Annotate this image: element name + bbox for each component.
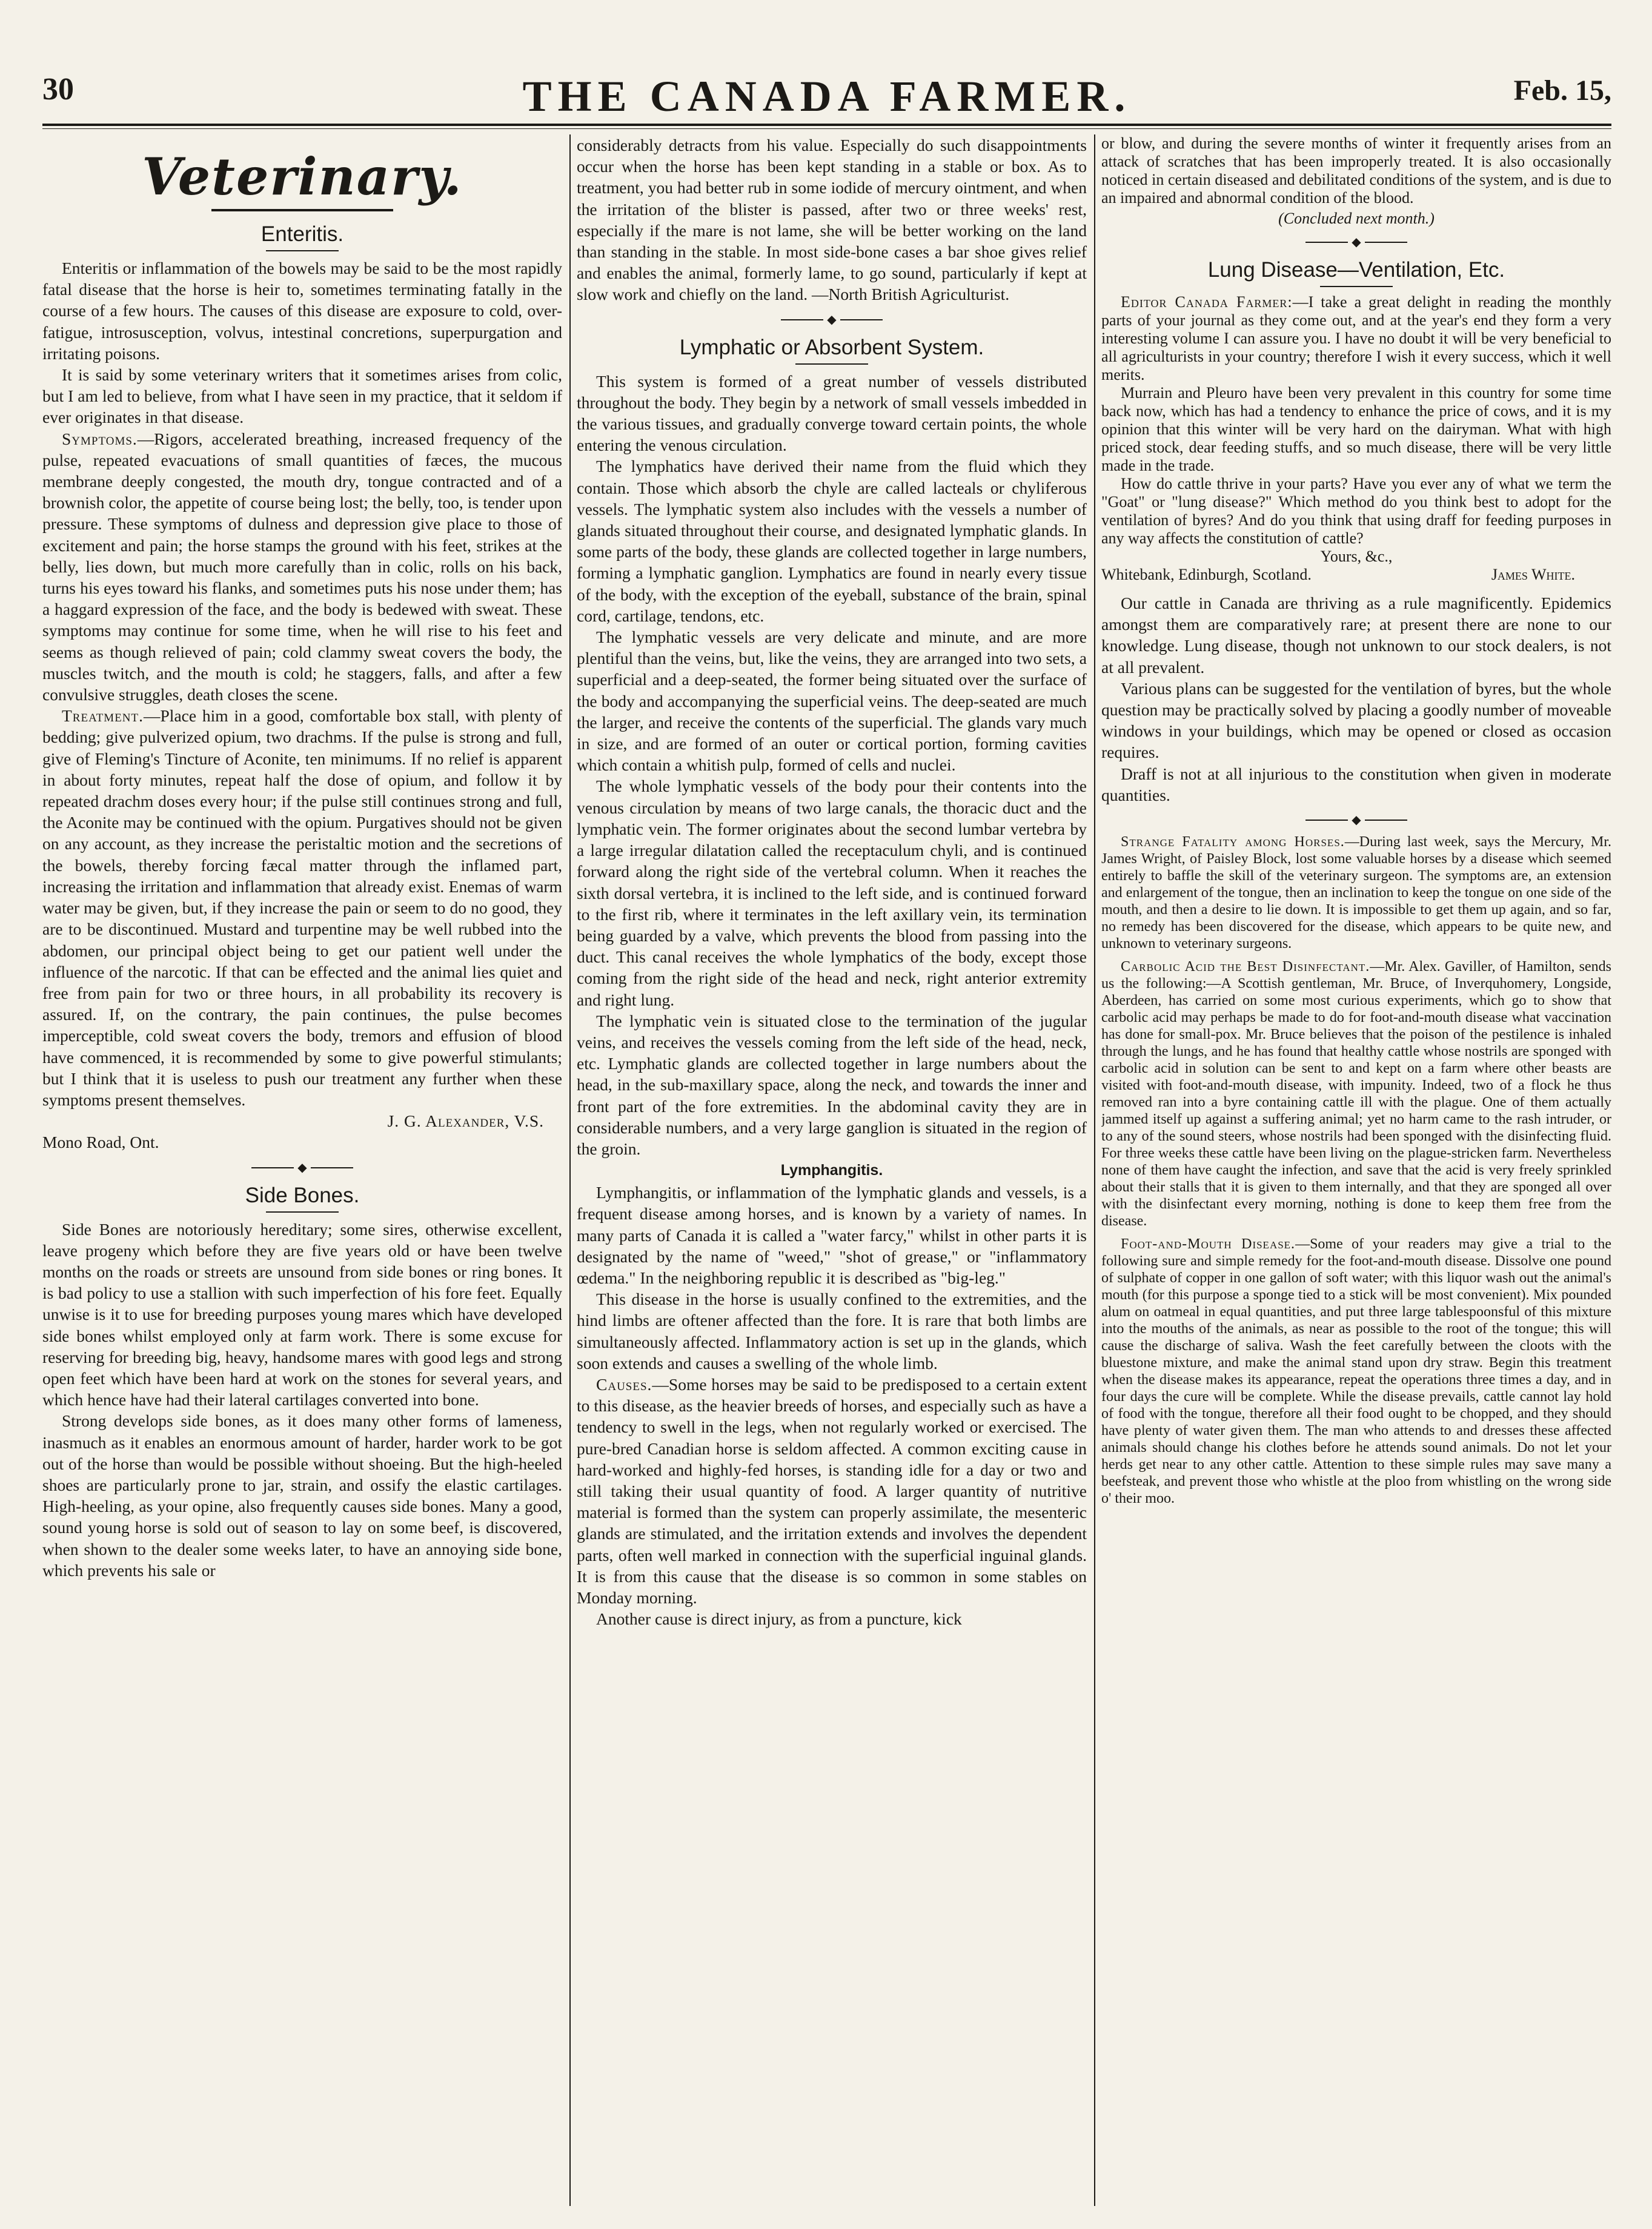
signature-name: J. G. Alexander, V.S.: [387, 1111, 544, 1131]
section-separator: ◆: [1101, 236, 1611, 248]
letter-paragraph: How do cattle thrive in your parts? Have you ever any of what we term the "Goat" or "lung disease?" Which method do you think best to adopt for the ventilation of byres? And do you think that using draff for feeding purposes in any way affects the constitution of cattle?: [1101, 475, 1611, 547]
run-in-heading: Symptoms.: [62, 429, 138, 448]
title-rule: [266, 250, 339, 251]
article-paragraph: The lymphatics have derived their name from the fluid which they contain. Those which absorb the chyle are called lacteals or chyliferous vessels. The lymphatic system also includes with the vessels a number of glands situated throughout their course, and designated lymphatic glands. In some parts of the body, these glands are collected together in large numbers, forming a lymphatic ganglion. Lymphatics are found in nearly every tissue of the body, with the exception of the eyeball, substance of the brain, spinal cord, cartilage, tendons, etc.: [577, 457, 1087, 625]
masthead-rule-thin: [42, 128, 1611, 129]
newspaper-title: THE CANADA FARMER.: [522, 72, 1132, 121]
section-separator: ◆: [42, 1162, 562, 1174]
article-location: Mono Road, Ont.: [42, 1133, 159, 1152]
masthead: [42, 71, 1611, 121]
article-paragraph: The lymphatic vessels are very delicate and minute, and are more plentiful than the veins, but, like the veins, they are arranged into two sets, a superficial and a deep-seated, the former being situated over the surface of the body and accompanying the superficial veins. The deep-seated are much the larger, and receive the contents of the superficial. The glands vary much in size, and are formed of an outer or cortical portion, forming cavities which contain a whitish pulp, formed of cells and nuclei.: [577, 628, 1087, 775]
masthead-rule: [42, 124, 1611, 126]
paragraph-text: —Some horses may be said to be predisposed to a certain extent to this disease, as the heavier breeds of horses, and especially such as have a tendency to swell in the legs, when not regularly worked or exercised. The pure-bred Canadian horse is seldom affected. A common exciting cause in hard-worked and highly-fed horses, is standing idle for a day or two and still taking their usual quantity of food. A larger quantity of nutritive material is formed than the system can properly assimilate, the mesenteric glands are stimulated, and the irritation extends and involves the dependent parts, often well marked in connection with the superficial inguinal glands. It is from this cause that the disease is so common in some stables on Monday morning.: [577, 1374, 1087, 1607]
column-2: [577, 134, 1087, 2206]
news-item: [1101, 1236, 1611, 1507]
article-continuation: or blow, and during the severe months of winter it frequently arises from an attack of scratches that has been improperly treated. It is also occasionally noticed in certain diseased and debilitated conditions of the system, and is due to an impaired and abnormal condition of the blood.: [1101, 134, 1611, 207]
article-paragraph: Lymphangitis, or inflammation of the lymphatic glands and vessels, is a frequent disease among horses, and is known by a variety of names. In many parts of Canada it is called a "water farcy," whilst in other parts it is designated by the name of "weed," "shot of grease," or "inflammatory œdema." In the neighboring republic it is described as "big-leg.": [577, 1183, 1087, 1287]
article-paragraph: This disease in the horse is usually confined to the extremities, and the hind limbs are oftener affected than the fore. It is rare that both limbs are simultaneously affected. Inflammatory action is set up in the glands, which soon extends and causes a swelling of the whole limb.: [577, 1290, 1087, 1373]
run-in-heading: Strange Fatality among Horses.: [1121, 834, 1345, 850]
article-paragraph: This system is formed of a great number of vessels distributed throughout the body. They begin by a network of small vessels imbedded in the various tissues, and gradually converge toward certain points, the whole entering the venous circulation.: [577, 371, 1087, 455]
article-paragraph: Side Bones are notoriously hereditary; some sires, otherwise excellent, leave progeny which before they are five years old or have been twelve months on the roads or streets are unsound from side bones or ring bones. It is bad policy to use a stallion with such imperfection of his fore feet. Equally unwise is it to use for breeding purposes young mares which have developed side bones whilst employed only at farm work. There is some excuse for reserving for breeding big, heavy, handsome mares with good legs and strong open feet which have been hard at work on the stones for several years, and which hence have had their lateral cartilages converted into bone.: [42, 1219, 562, 1409]
article-paragraph: Strong develops side bones, as it does many other forms of lameness, inasmuch as it enables an enormous amount of harder, harder work to be got out of the horse than would be possible without shoeing. But the high-heeled shoes are particularly prone to jar, strain, and ossify the elastic cartilages. High-heeling, as your opine, also frequently causes side bones. Many a good, sound young horse is sold out of season to lay on some beef, is discovered, when shown to the dealer some weeks later, to have an annoying side bone, which prevents his sale or: [42, 1411, 562, 1580]
article-paragraph: [42, 428, 562, 706]
article-paragraph: [577, 1374, 1087, 1608]
run-in-heading: Carbolic Acid the Best Disinfectant.: [1121, 959, 1370, 975]
reply-paragraph: Draff is not at all injurious to the constitution when given in moderate quantities.: [1101, 764, 1611, 804]
paragraph-text: —During last week, says the Mercury, Mr. James Wright, of Paisley Block, lost some valuable horses by a disease which seemed entirely to baffle the skill of the veterinary surgeon. The symptoms are, an extension and enlargement of the tongue, then an inclination to keep the tongue on one side of the mouth, and then a desire to lie down. It is impossible to get them up again, and so far, no remedy has been discovered for the disease, which appears to be quite new, and unknown to veterinary surgeons.: [1101, 834, 1611, 952]
news-item: [1101, 833, 1611, 952]
title-rule: [266, 1211, 339, 1213]
letter-paragraph: [1101, 293, 1611, 384]
paragraph-text: —Rigors, accelerated breathing, increased frequency of the pulse, repeated evacuations of small quantities of fæces, the mucous membrane deeply congested, the mouth dry, tongue contracted and of a brownish color, the appetite of course being lost; the belly, too, is tender upon pressure. These symptoms of dulness and depression give place to those of excitement and pain; the horse stamps the ground with his feet, strikes at the belly, lies down, but much more carefully than in colic, rolls on his back, turns his eyes toward his flanks, and sometimes puts his nose under them; has a haggard expression of the face, and the body is bedewed with sweat. These symptoms may continue for some time, when he will rise to his feet and seems as though relieved of pain; cold clammy sweat covers the body, the muscles twitch, and the mouth is cold; he staggers, falls, and after a few convulsive struggles, death closes the scene.: [42, 429, 562, 704]
column-divider: [1094, 134, 1095, 2206]
reply-paragraph: Various plans can be suggested for the ventilation of byres, but the whole question may be practically solved by placing a goodly number of moveable windows in your buildings, which may be opened or closed as occasion requires.: [1101, 678, 1611, 762]
run-in-heading: Foot-and-Mouth Disease.: [1121, 1236, 1296, 1253]
title-rule: [1320, 286, 1393, 287]
page-number: 30: [42, 72, 74, 107]
column-3: [1101, 134, 1611, 2206]
section-separator: ◆: [577, 314, 1087, 326]
issue-date: Feb. 15,: [1513, 75, 1611, 107]
article-title-lung-disease: Lung Disease—Ventilation, Etc.: [1207, 258, 1505, 282]
reply-paragraph: Our cattle in Canada are thriving as a rule magnificently. Epidemics amongst them are comparatively rare; at present there are none to our knowledge. Lung disease, though not unknown to our stock dealers, is not at all prevalent.: [1101, 594, 1611, 677]
article-paragraph: Enteritis or inflammation of the bowels may be said to be the most rapidly fatal disease that the horse is heir to, sometimes terminating fatally in the course of a few hours. The causes of this disease are exposure to cold, over-fatigue, introsusception, volvus, intestinal concretions, superpurgation and irritating poisons.: [42, 259, 562, 363]
run-in-heading: Causes.: [596, 1374, 652, 1394]
run-in-heading: Treatment.: [62, 706, 144, 726]
article-title-side-bones: Side Bones.: [245, 1183, 360, 1207]
paragraph-text: —Some of your readers may give a trial to the following sure and simple remedy for the foot-and-mouth disease. Dissolve one pound of sulphate of copper in one gallon of soft water; with this liquor wash out the animal's mouth (for this purpose a sponge tied to a stick will be most convenient). Mix pounded alum on oatmeal in equal quantities, and put three large tablespoonsful of this mixture into the mouths of the animals, as near as possible to the root of the tongue; this will cause the discharge of saliva. Wash the feet carefully between the cloots with the bluestone mixture, and make the animal stand upon dry straw. Begin this treatment when the disease makes its appearance, repeat the operations three times a day, and in four days the cure will be complete. While the disease prevails, cattle cannot lay hold of food with the tongue, therefore all their food ought to be chopped, and they should have plenty of water given them. The man who attends to and dresses these affected animals should change his clothes before he attends sound animals. Do not let your herds get near to any other cattle. Attention to these simple rules may save many a beefsteak, and prevent those who whistle at the ploo from whistling on the wrong side o' their moo.: [1101, 1236, 1611, 1507]
column-divider: [569, 134, 571, 2206]
article-continuation: considerably detracts from his value. Especially do such disappointments occur when the horse has been kept standing in a stable or box. As to treatment, you had better rub in some iodide of mercury ointment, and when the irritation of the blister is passed, after two or three weeks' rest, especially if the mare is not lame, she will be better working on the land than standing in the stable. In most side-bone cases a bar shoe gives relief and enables the animal, formerly lame, to go sound, particularly if kept at slow work and chiefly on the land. —North British Agriculturist.: [577, 136, 1087, 304]
article-title-enteritis: Enteritis.: [260, 222, 344, 246]
run-in-heading: Editor Canada Farmer:: [1121, 293, 1293, 311]
letter-signer: James White.: [1491, 566, 1575, 583]
department-underline: [211, 209, 393, 211]
paragraph-text: —Place him in a good, comfortable box stall, with plenty of bedding; give pulverized opium, two drachms. If the pulse is strong and full, give of Fleming's Tincture of Aconite, ten minimums. If no relief is apparent in about forty minutes, repeat half the dose of opium, and follow it by repeated drachm doses every hour; if the pulse still continues strong and full, the Aconite may be continued with the opium. Purgatives should not be given on any account, as they increase the peristaltic motion and the secretions of the bowels, thereby forcing fæcal matter through the inflamed part, increasing the irritation and inflammation that already exist. Enemas of warm water may be given, but, if they increase the pain or seem to do no good, they are to be discontinued. Mustard and turpentine may be well rubbed into the abdomen, our principal object being to get our patient well under the influence of the narcotic. If that can be effected and the animal lies quiet and free from pain for two or three hours, in all probability its recovery is assured. If, on the contrary, the pain continues, the pulse becomes imperceptible, cold sweat covers the body, tremors and effusion of blood have commenced, it is recommended by some to give powerful stimulants; but I think that it is useless to push our treatment any further when these symptoms present themselves.: [42, 706, 562, 1109]
article-title-lymphatic: Lymphatic or Absorbent System.: [679, 335, 984, 359]
letter-signature: [1101, 566, 1611, 584]
article-paragraph: It is said by some veterinary writers that it sometimes arises from colic, but I am led to believe, from what I have seen in my practice, that it seldom if ever originates in that disease.: [42, 365, 562, 427]
article-paragraph: The lymphatic vein is situated close to the termination of the jugular veins, and receives the vessels coming from the left side of the head, neck, etc. Lymphatic glands are collected together in large numbers about the head, in the sub-maxillary space, along the neck, and towards the inner and front part of the fore extremities. In the abdominal cavity they are in considerable numbers, and a very large ganglion is situated in the region of the groin.: [577, 1011, 1087, 1158]
letter-paragraph: Murrain and Pleuro have been very prevalent in this country for some time back now, which has had a tendency to enhance the price of cows, and it is my opinion that this winter will be very hard on the dairyman. What with high priced stock, dear feeding stuffs, and so much disease, there will be very little made in the trade.: [1101, 384, 1611, 474]
continuation-note: (Concluded next month.): [1278, 210, 1435, 227]
article-signature: [42, 1110, 562, 1131]
title-rule: [795, 363, 868, 365]
department-heading: Veterinary.: [142, 147, 463, 207]
paragraph-text: —Mr. Alex. Gaviller, of Hamilton, sends us the following:—A Scottish gentleman, Mr. Bruce, of Inverquhomery, Longside, Aberdeen, has carried on some most curious experiments, which go to show that carbolic acid may perhaps be made to do for foot-and-mouth disease what vaccination has done for small-pox. Mr. Bruce believes that the poison of the pestilence is inhaled through the lungs, and he has found that healthy cattle whose nostrils are sponged with carbolic acid in solution can be sent to and kept on a farm where other beasts are visited with foot-and-mouth disease, with impunity. Indeed, two of a flock he thus removed ran into a byre containing cattle ill with the plague. One of them actually jammed itself up against a suffering animal; yet no harm came to the rash intruder, or to any of the sound steers, whose nostrils had been sponged with the disinfecting fluid. For three weeks these cattle have been living on the plague-stricken farm. Nevertheless none of them have caught the infection, and save that the acid is very freely sprinkled about their stalls that it is given to them internally, and that they are sponged all over with the disinfectant every morning, nothing is done to keep them free from the disease.: [1101, 959, 1611, 1230]
paragraph-text: —I take a great delight in reading the monthly parts of your journal as they come out, and at the year's end they form a very interesting volume I can assure you. I have no doubt it will be very beneficial to all agriculturists in your country; therefore I wish it every success, which it well merits.: [1101, 293, 1611, 383]
article-paragraph: The whole lymphatic vessels of the body pour their contents into the venous circulation by means of two large canals, the thoracic duct and the lymphatic vein. The former originates about the second lumbar vertebra by a large irregular dilatation called the receptaculum chyli, and is continued forward along the right side of the vertebral column. When it reaches the sixth dorsal vertebra, it is inclined to the left side, and is continued forward to the first rib, where it terminates in the left axillary vein, its termination being guarded by a valve, which prevents the blood from passing into the duct. This canal receives the whole lymphatics of the body, except those coming from the right side of the head and neck, right anterior extremity and right lung.: [577, 777, 1087, 1009]
column-1: [42, 134, 562, 2206]
news-item: [1101, 958, 1611, 1230]
letter-closing: Yours, &c.,: [1320, 548, 1393, 565]
section-separator: ◆: [1101, 814, 1611, 826]
subsection-title-lymphangitis: Lymphangitis.: [780, 1162, 883, 1179]
article-paragraph: [42, 705, 562, 1110]
letter-place: Whitebank, Edinburgh, Scotland.: [1101, 566, 1312, 583]
article-paragraph: Another cause is direct injury, as from a puncture, kick: [596, 1609, 962, 1629]
